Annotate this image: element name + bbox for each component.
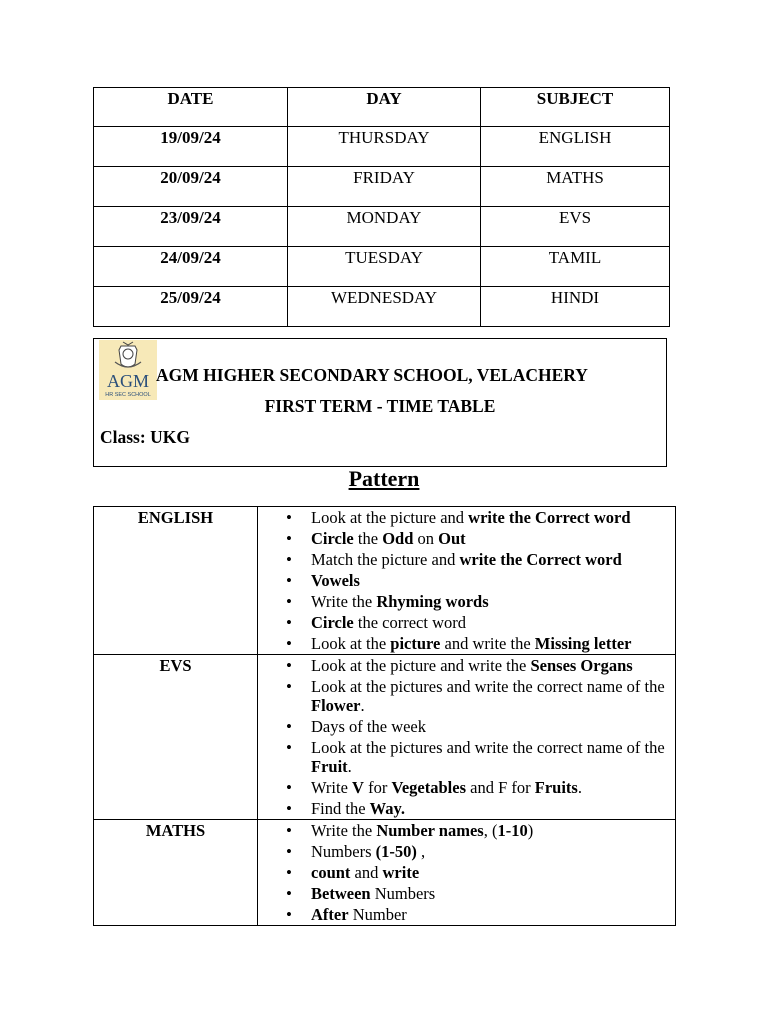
list-item [311,799,671,818]
list-item-text: count [311,863,351,882]
list-item-text: Way. [369,799,405,818]
list-item-text: Look at the picture and write the [311,656,531,675]
list-item-text: write [382,863,420,882]
list-item-text: Out [438,529,466,548]
list-item-text: V [352,778,364,797]
list-item [311,863,671,882]
list-item-text: Write [311,778,353,797]
list-item [311,508,671,527]
day-cell: MONDAY [288,207,481,247]
list-item-text: Look at the pictures and write the correct name of the [311,677,665,696]
list-item-text: Days of the week [311,717,427,736]
list-item-text: . [577,778,582,797]
list-item-text: Between [311,884,371,903]
pattern-table [93,506,676,926]
subject-cell: TAMIL [481,247,670,287]
list-item [311,529,671,548]
subject-cell: MATHS [481,167,670,207]
pattern-row [94,507,676,655]
list-item-text: write the Correct word [468,508,631,527]
day-cell: THURSDAY [288,127,481,167]
timetable [93,87,670,327]
day-cell: WEDNESDAY [288,287,481,327]
list-item-text: Numbers [370,884,436,903]
list-item-text: . [360,696,365,715]
pattern-row [94,655,676,820]
list-item-text: Look at the pictures and write the correct name of the [311,738,665,757]
list-item-text: , [416,842,426,861]
day-cell: FRIDAY [288,167,481,207]
list-item [311,738,671,776]
list-item-text: Circle [311,529,354,548]
list-item-text: Circle [311,613,354,632]
list-item-text: the correct word [353,613,467,632]
list-item-text: Numbers [311,842,376,861]
svg-text:AGM: AGM [106,371,150,391]
list-item-text: Odd [382,529,414,548]
pattern-items-cell [258,507,676,655]
pattern-list [258,820,675,925]
list-item [311,677,671,715]
pattern-list [258,507,675,654]
list-item-text: Fruit [311,757,348,776]
list-item-text: and write the [440,634,535,653]
list-item-text: Write the [311,592,377,611]
pattern-items-cell [258,655,676,820]
list-item-text: ) [527,821,534,840]
list-item-text: , ( [483,821,498,840]
list-item-text: for [363,778,392,797]
list-item-text: Match the picture and [311,550,460,569]
list-item-text: Missing letter [534,634,632,653]
table-row [94,287,670,327]
school-name: AGM HIGHER SECONDARY SCHOOL, VELACHERY [156,365,588,385]
list-item-text: Vegetables [391,778,467,797]
subject-cell: ENGLISH [481,127,670,167]
class-label: Class: UKG [100,427,190,447]
list-item-text: Fruits [534,778,578,797]
list-item-text: After [311,905,349,924]
list-item-text: and F for [466,778,535,797]
list-item-text: write the Correct word [459,550,622,569]
date-cell: 24/09/24 [94,247,288,287]
list-item-text: (1-50) [375,842,417,861]
list-item [311,884,671,903]
pattern-subject: MATHS [94,820,258,926]
list-item [311,592,671,611]
list-item-text: the [353,529,383,548]
table-row [94,167,670,207]
list-item-text: and [350,863,383,882]
header-subject: SUBJECT [481,88,670,127]
list-item-text: Vowels [311,571,360,590]
svg-text:HR SEC SCHOOL: HR SEC SCHOOL [105,392,151,398]
date-cell: 19/09/24 [94,127,288,167]
list-item-text: Look at the [311,634,391,653]
list-item [311,778,671,797]
header-date: DATE [94,88,288,127]
list-item-text: Senses Organs [530,656,633,675]
list-item [311,717,671,736]
header-day: DAY [288,88,481,127]
pattern-heading: Pattern [348,466,420,491]
list-item [311,842,671,861]
list-item [311,613,671,632]
subject-cell: EVS [481,207,670,247]
school-crest-icon [99,340,157,400]
list-item-text: on [413,529,439,548]
pattern-row [94,820,676,926]
list-item [311,634,671,653]
list-item [311,571,671,590]
date-cell: 23/09/24 [94,207,288,247]
list-item-text: Find the [311,799,370,818]
list-item [311,905,671,924]
list-item-text: Flower [311,696,361,715]
list-item-text: 1-10 [497,821,528,840]
timetable-header-row [94,88,670,127]
list-item-text: . [347,757,352,776]
pattern-subject: EVS [94,655,258,820]
list-item-text: Number names [376,821,484,840]
day-cell: TUESDAY [288,247,481,287]
list-item-text: Look at the picture and [311,508,469,527]
pattern-items-cell [258,820,676,926]
list-item-text: Rhyming words [376,592,489,611]
subject-cell: HINDI [481,287,670,327]
date-cell: 25/09/24 [94,287,288,327]
list-item-text: picture [390,634,441,653]
school-header-box [93,338,667,467]
list-item-text: Write the [311,821,377,840]
term-title: FIRST TERM - TIME TABLE [264,396,496,416]
pattern-list [258,655,675,819]
list-item [311,550,671,569]
table-row [94,247,670,287]
list-item [311,656,671,675]
school-logo [99,340,157,400]
table-row [94,127,670,167]
table-row [94,207,670,247]
list-item-text: Number [348,905,407,924]
date-cell: 20/09/24 [94,167,288,207]
pattern-subject: ENGLISH [94,507,258,655]
list-item [311,821,671,840]
